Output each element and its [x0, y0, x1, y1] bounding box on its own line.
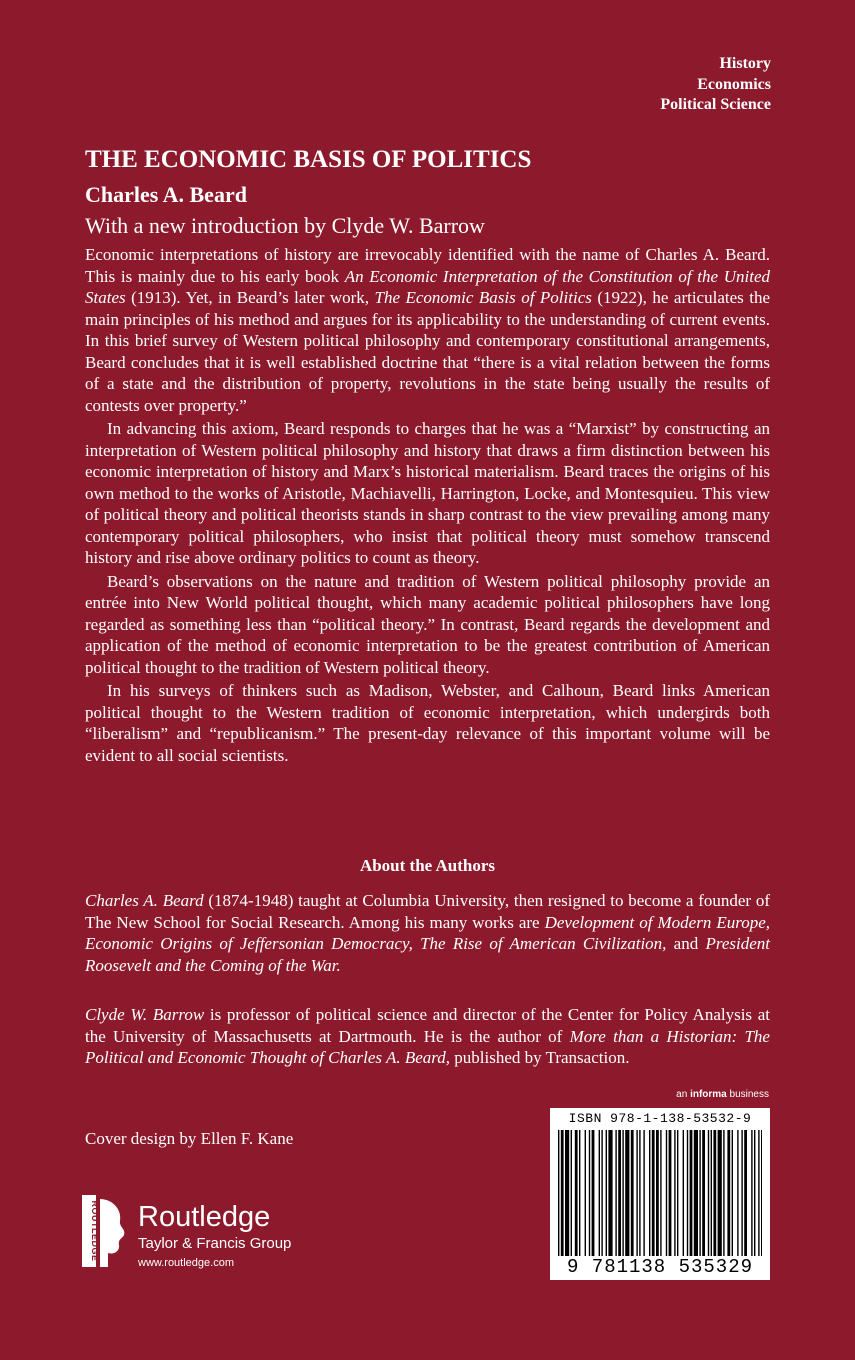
book-title: THE ECONOMIC BASIS OF POLITICS: [85, 146, 532, 173]
barcode-bar: [702, 1130, 705, 1256]
barcode-bar: [625, 1130, 629, 1256]
barcode-bar: [761, 1130, 762, 1256]
about-authors-heading: About the Authors: [359, 856, 496, 875]
text-run: is professor of political science and director of the Center for Policy Analysis at the University of Massachusetts at Dartmouth. He is the author of: [85, 1005, 770, 1046]
barcode-bar: [699, 1130, 700, 1256]
barcode-bar: [615, 1130, 616, 1256]
informa-brand: informa: [690, 1089, 727, 1100]
informa-business-tag: [676, 1089, 769, 1100]
text-run: an: [676, 1089, 691, 1100]
barcode-bar: [649, 1130, 650, 1256]
barcode-bar: [585, 1130, 586, 1256]
routledge-logo-icon: [82, 1195, 130, 1267]
text-run: (1922), he articulates the main principles of his method and argues for its applicability to the understanding of current events. In this brief survey of Western political philosophy and contemporary constitutional arrangements, Beard concludes that it is well established doctrine that “there is a vital relation between the forms of a state and the distribution of property, revolutions in the state being usually the results of contests over property.”: [85, 288, 770, 415]
barcode-bar: [643, 1130, 644, 1256]
author-bio-beard: [85, 890, 770, 976]
barcode-digits: 9 781138 535329: [566, 1256, 754, 1278]
barcode-bar: [732, 1130, 733, 1256]
barcode-bar: [558, 1130, 559, 1256]
barcode-bar: [751, 1130, 752, 1256]
barcode-bar: [694, 1130, 698, 1256]
barcode-bar: [666, 1130, 667, 1256]
text-run: (1874-1948) taught at Columbia University, then resigned to become a founder of The New School for Social Research. Among his many works are: [85, 891, 770, 932]
barcode-bar: [656, 1130, 659, 1256]
subject-economics: Economics: [697, 75, 771, 93]
description-paragraph-4: In his surveys of thinkers such as Madison, Webster, and Calhoun, Beard links American political thought to the Western tradition of economic interpretation, which undergirds both “liberalism” and “republicanism.” The present-day relevance of this important volume will be evident to all social scientists.: [85, 681, 770, 765]
barcode-bar: [727, 1130, 730, 1256]
subject-political-science: Political Science: [660, 96, 771, 113]
barcode-bar: [606, 1130, 607, 1256]
bio-name: Charles A. Beard: [85, 891, 204, 910]
description-paragraph-1: [85, 244, 770, 416]
barcode-bar: [579, 1130, 580, 1256]
subject-history: History: [719, 55, 771, 72]
barcode-bar: [683, 1130, 684, 1256]
barcode-bar: [723, 1130, 724, 1256]
text-run: business: [726, 1089, 769, 1100]
book-author: Charles A. Beard: [85, 182, 247, 207]
italic-book-title: An Economic Interpretation of the Constitution of the United States: [85, 266, 770, 307]
barcode-bar: [758, 1130, 759, 1256]
cover-design-credit: Cover design by Ellen F. Kane: [85, 1129, 294, 1148]
subject-categories: [660, 54, 771, 116]
barcode-bars: [558, 1130, 762, 1256]
barcode-bar: [711, 1130, 712, 1256]
text-run: Economic interpretations of history are irrevocably identified with the name of Charles A. Beard. This is mainly due to his early book: [85, 245, 770, 286]
bio-name: Clyde W. Barrow: [85, 1005, 205, 1024]
book-description: [85, 244, 770, 766]
italic-book-title: President Roosevelt and the Coming of the War.: [85, 934, 771, 975]
barcode-bar: [592, 1130, 595, 1256]
barcode-bar: [618, 1130, 621, 1256]
text-run: published by Transaction.: [450, 1048, 630, 1067]
barcode-bar: [601, 1130, 602, 1256]
description-paragraph-2: In advancing this axiom, Beard responds to charges that he was a “Marxist” by constructing an interpretation of Western political philosophy and history that draws a firm distinction between his economic interpretation of history and Marx’s historical materialism. Beard traces the origins of his own method to the works of Aristotle, Machiavelli, Harrington, Locke, and Montesquieu. This view of political theory and political theorists stands in sharp contrast to the view prevailing among many contemporary political philosophers, who insist that political theory must somehow transcend history and rise above ordinary politics to count as theory.: [85, 419, 770, 567]
publisher-name: Routledge: [138, 1201, 271, 1233]
barcode-bar: [631, 1130, 634, 1256]
barcode-bar: [687, 1130, 688, 1256]
logo-lettering: ROUTLEDGE: [90, 1200, 100, 1262]
barcode-bar: [718, 1130, 722, 1256]
barcode-bar: [622, 1130, 623, 1256]
barcode-bar: [561, 1130, 564, 1256]
barcode-bar: [565, 1130, 569, 1256]
barcode-bar: [589, 1130, 590, 1256]
barcode-bar: [608, 1130, 612, 1256]
barcode-bar: [690, 1130, 693, 1256]
barcode-bar: [652, 1130, 655, 1256]
publisher-group: Taylor & Francis Group: [138, 1235, 292, 1252]
barcode-bar: [741, 1130, 742, 1256]
isbn-barcode: [550, 1108, 770, 1280]
introduction-credit: With a new introduction by Clyde W. Barrow: [85, 213, 485, 238]
italic-book-titles: Development of Modern Europe, Economic Origins of Jeffersonian Democracy, The Rise of American Civilization,: [85, 912, 770, 953]
barcode-bar: [599, 1130, 600, 1256]
barcode-bar: [754, 1130, 755, 1256]
barcode-bar: [660, 1130, 661, 1256]
barcode-bar: [677, 1130, 678, 1256]
isbn-label: ISBN 978-1-138-53532-9: [568, 1111, 752, 1126]
description-paragraph-3: Beard’s observations on the nature and tradition of Western political philosophy provide an entrée into New World political thought, which many academic political philosophers have long regarded as something less than “political theory.” In contrast, Beard regards the development and application of the method of economic interpretation to be the greatest contribution of American political thought to the tradition of Western political theory.: [85, 571, 770, 677]
barcode-bar: [737, 1130, 738, 1256]
barcode-bar: [708, 1130, 709, 1256]
italic-book-title: The Economic Basis of Politics: [374, 288, 592, 307]
text-run: and: [666, 934, 706, 953]
text-run: (1913). Yet, in Beard’s later work,: [125, 288, 375, 307]
author-bio-barrow: [85, 1004, 770, 1069]
italic-book-title: More than a Historian: The Political and Economic Thought of Charles A. Beard,: [85, 1026, 770, 1067]
barcode-bar: [571, 1130, 572, 1256]
publisher-brand: [138, 1200, 291, 1272]
barcode-bar: [636, 1130, 637, 1256]
barcode-bar: [713, 1130, 716, 1256]
barcode-bar: [639, 1130, 640, 1256]
barcode-bar: [674, 1130, 675, 1256]
barcode-bar: [669, 1130, 672, 1256]
barcode-bar: [744, 1130, 747, 1256]
publisher-url: www.routledge.com: [138, 1257, 234, 1269]
barcode-bar: [575, 1130, 578, 1256]
